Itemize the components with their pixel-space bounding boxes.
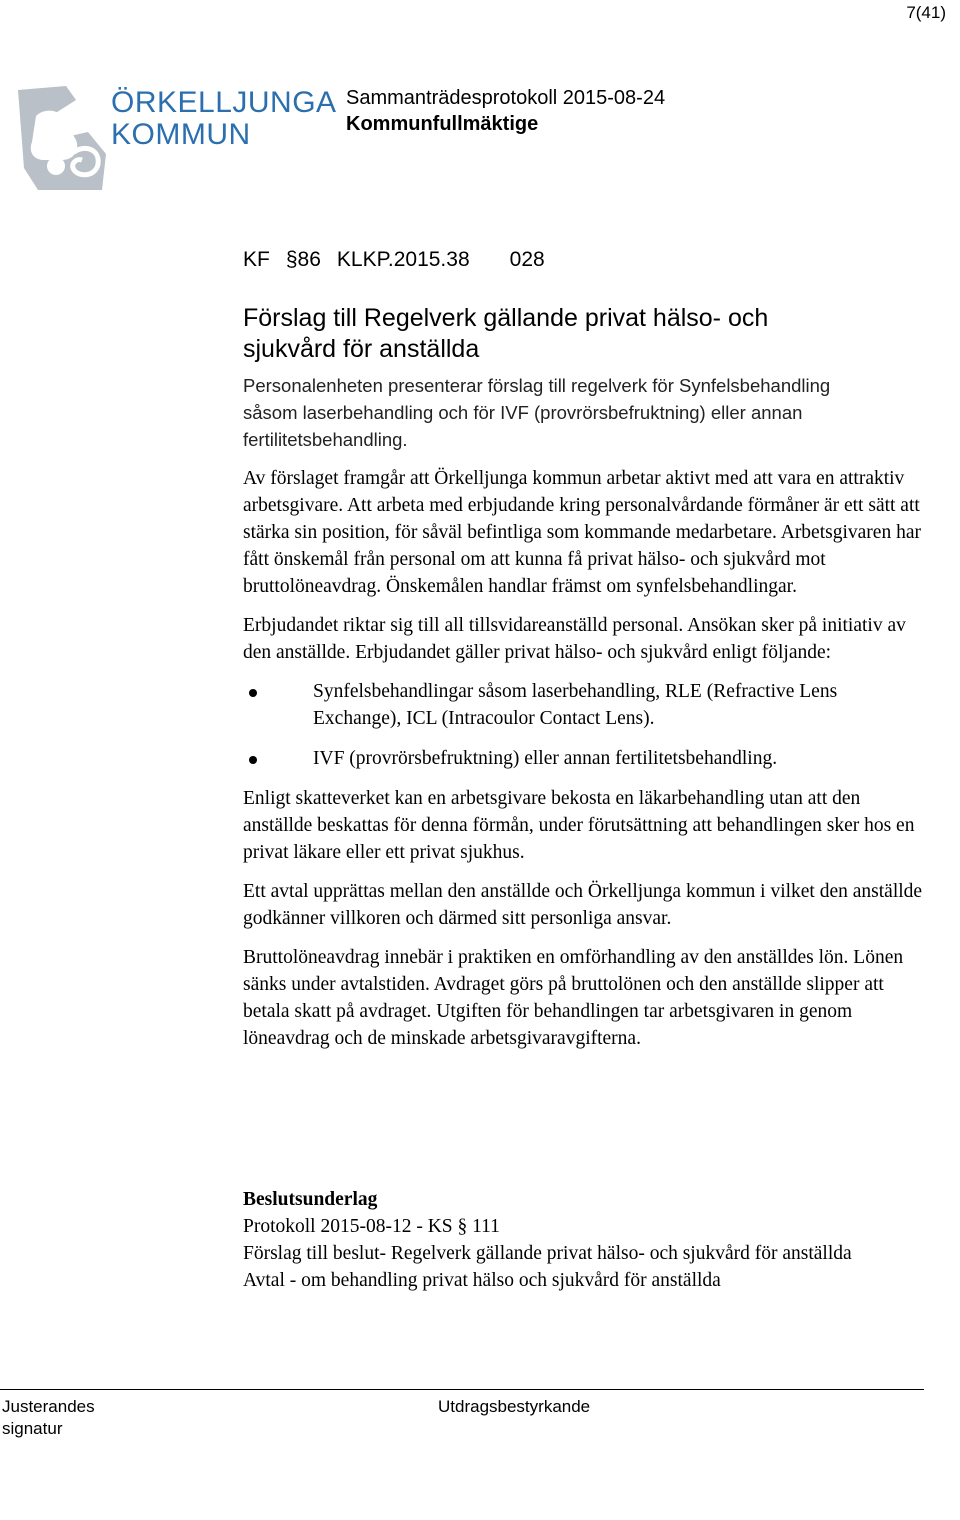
case-kf: KF bbox=[243, 248, 270, 271]
paragraph-gross-salary: Bruttolöneavdrag innebär i praktiken en omförhandling av den anställdes lön. Lönen sänks under avtalstiden. Avdraget görs på bruttolönen och den anställde slipper att betala skatt på avdraget. Utgiften för behandlingen tar arbetsgivaren in genom löneavdrag och de minskade arbetsgivaravgifterna. bbox=[243, 947, 904, 1049]
footer-left-line2: signatur bbox=[2, 1419, 63, 1438]
council-name: Kommunfullmäktige bbox=[346, 113, 539, 135]
paragraph-tax-agency: Enligt skatteverket kan en arbetsgivare bekosta en läkarbehandling utan att den anställde beskattas för denna förmån, under förutsättning att behandlingen sker hos en privat läkare eller ett privat sjukhus. bbox=[243, 788, 915, 863]
bullet-icon bbox=[249, 756, 257, 764]
list-item-text: Synfelsbehandlingar såsom laserbehandling, RLE (Refractive Lens Exchange), ICL (Intracoulor Contact Lens). bbox=[313, 681, 838, 729]
intro-line: fertilitetsbehandling. bbox=[243, 429, 408, 450]
decision-basis-heading: Beslutsunderlag bbox=[243, 1189, 378, 1210]
decision-basis bbox=[243, 1186, 923, 1294]
intro-line: såsom laserbehandling och för IVF (provrörsbefruktning) eller annan bbox=[243, 402, 803, 423]
paragraph-offer: Erbjudandet riktar sig till all tillsvidareanställd personal. Ansökan sker på initiativ av den anställde. Erbjudandet gäller privat hälso- och sjukvård enligt följande: bbox=[243, 615, 906, 663]
paragraph-sign: § bbox=[285, 248, 298, 271]
list-item bbox=[243, 678, 923, 732]
case-diary-number: KLKP.2015.38 bbox=[336, 248, 470, 271]
footer-signature-label bbox=[2, 1396, 95, 1440]
protocol-title: Sammanträdesprotokoll 2015-08-24 bbox=[346, 87, 666, 109]
page-number: 7(41) bbox=[906, 3, 946, 22]
decision-basis-item: Förslag till beslut- Regelverk gällande privat hälso- och sjukvård för anställda bbox=[243, 1243, 852, 1264]
intro-paragraph bbox=[243, 372, 923, 453]
document-title-line1: Förslag till Regelverk gällande privat hälso- och bbox=[243, 304, 769, 332]
paragraph-attractive-employer: Av förslaget framgår att Örkelljunga kommun arbetar aktivt med att vara en attraktiv arbetsgivare. Att arbeta med erbjudande kring personalvårdande förmåner är ett sätt att stärka sin position, för såväl befintliga som kommande medarbetare. Arbetsgivaren har fått önskemål från personal om att kunna få privat hälso- och sjukvård mot bruttolöneavdrag. Önskemålen handlar främst om synfelsbehandlingar. bbox=[243, 468, 921, 597]
decision-basis-item: Protokoll 2015-08-12 - KS § 111 bbox=[243, 1216, 500, 1237]
case-reference bbox=[243, 248, 561, 272]
paragraph-agreement: Ett avtal upprättas mellan den anställde och Örkelljunga kommun i vilket den anställde godkänner villkoren och därmed sitt personliga ansvar. bbox=[243, 881, 923, 929]
document-title-line2: sjukvård för anställda bbox=[243, 335, 480, 363]
logo-text-line2: KOMMUN bbox=[111, 118, 251, 151]
intro-line: Personalenheten presenterar förslag till regelverk för Synfelsbehandling bbox=[243, 375, 831, 396]
footer-left-line1: Justerandes bbox=[2, 1397, 95, 1416]
logo-text-line1: ÖRKELLJUNGA bbox=[111, 86, 337, 119]
footer-certification-label: Utdragsbestyrkande bbox=[438, 1397, 591, 1416]
bullet-icon bbox=[249, 689, 257, 697]
case-paragraph: 86 bbox=[297, 248, 321, 271]
case-code: 028 bbox=[509, 248, 545, 271]
bell-emblem-icon bbox=[14, 78, 110, 198]
municipality-logo bbox=[14, 78, 337, 198]
decision-basis-item: Avtal - om behandling privat hälso och sjukvård för anställda bbox=[243, 1270, 721, 1291]
footer-divider bbox=[0, 1389, 924, 1390]
document-title bbox=[243, 303, 923, 365]
document-body bbox=[243, 372, 923, 1052]
treatment-list bbox=[243, 678, 923, 772]
list-item bbox=[243, 745, 923, 772]
list-item-text: IVF (provrörsbefruktning) eller annan fertilitetsbehandling. bbox=[313, 748, 778, 769]
